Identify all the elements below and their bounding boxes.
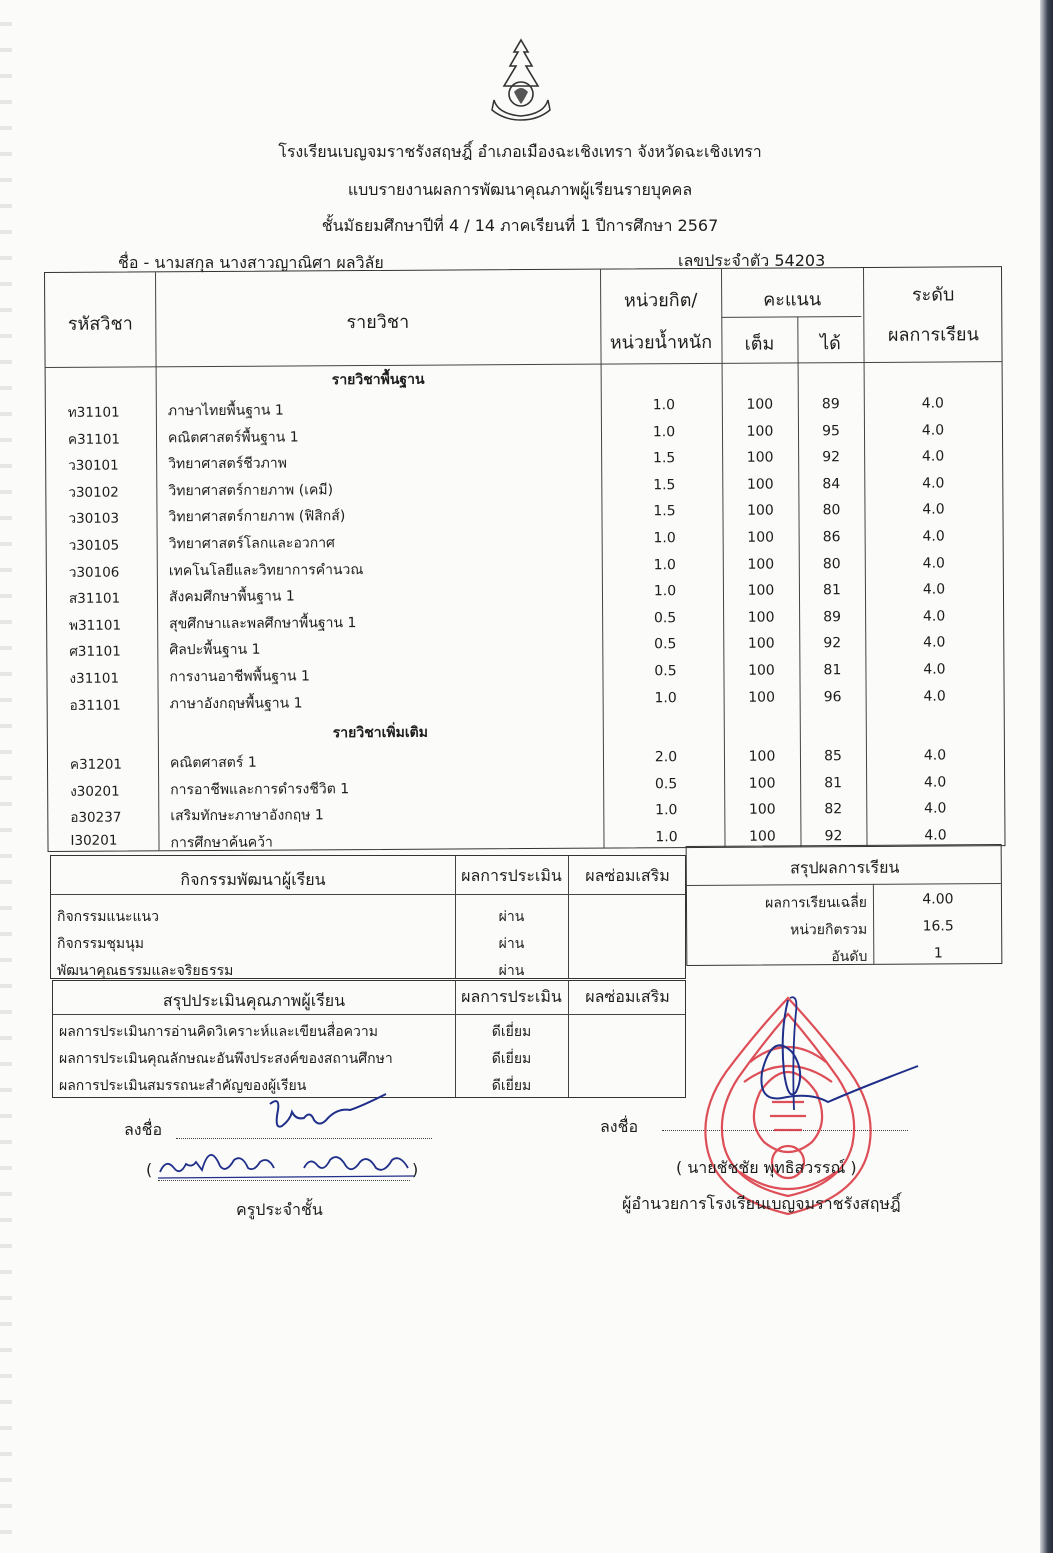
subject-name: วิทยาศาสตร์กายภาพ (ฟิสิกส์) <box>168 508 346 526</box>
subject-grade: 4.0 <box>923 747 947 764</box>
activity-name: กิจกรรมชุมนุม <box>57 936 144 952</box>
subject-grade: 4.0 <box>922 475 945 492</box>
grade-row <box>48 684 1006 716</box>
header-grade-1: ระดับ <box>911 284 955 306</box>
subject-credit: 1.0 <box>653 583 677 600</box>
quality-table <box>52 980 686 1098</box>
subject-credit: 2.0 <box>654 749 678 766</box>
subject-credit: 0.5 <box>653 609 677 627</box>
summary-label: อันดับ <box>831 948 868 966</box>
subject-code: I30201 <box>70 832 118 849</box>
quality-result: ดีเยี่ยม <box>491 1024 532 1040</box>
subject-name: การอาชีพและการดำรงชีวิต 1 <box>170 780 350 798</box>
subject-score: 86 <box>822 529 841 546</box>
activity-name: พัฒนาคุณธรรมและจริยธรรม <box>57 963 234 979</box>
subject-full-score: 100 <box>748 662 775 679</box>
subject-score: 81 <box>822 582 841 599</box>
activities-remedial-header: ผลซ่อมเสริม <box>585 866 670 885</box>
subject-credit: 0.5 <box>654 636 677 653</box>
report-title: แบบรายงานผลการพัฒนาคุณภาพผู้เรียนรายบุคคล <box>347 180 693 199</box>
subject-grade: 4.0 <box>923 661 946 678</box>
subject-full-score: 100 <box>747 529 775 546</box>
subject-score: 80 <box>822 555 841 572</box>
subject-code: ว30106 <box>68 564 120 581</box>
teacher-role: ครูประจำชั้น <box>236 1200 323 1219</box>
subject-code: ศ31101 <box>69 643 121 661</box>
subject-code: ง31101 <box>69 670 120 687</box>
subject-credit: 1.5 <box>653 476 676 494</box>
quality-criterion: ผลการประเมินคุณลักษณะอันพึงประสงค์ของสถานศึกษา <box>59 1051 393 1067</box>
subject-full-score: 100 <box>748 775 776 792</box>
subject-grade: 4.0 <box>921 448 945 465</box>
header-score: คะแนน <box>763 289 822 311</box>
subject-score: 95 <box>822 422 840 439</box>
subject-full-score: 100 <box>746 476 774 493</box>
subject-code: ว30105 <box>68 537 120 554</box>
subject-code: พ31101 <box>69 617 122 634</box>
summary-value: 16.5 <box>922 918 954 935</box>
activity-result: ผ่าน <box>498 909 525 925</box>
subject-code: อ30237 <box>70 809 122 827</box>
subject-credit: 0.5 <box>654 775 678 792</box>
summary-label: ผลการเรียนเฉลี่ย <box>765 894 868 912</box>
subject-score: 89 <box>823 608 842 626</box>
teacher-sign-label: ลงชื่อ <box>124 1120 163 1139</box>
header-full: เต็ม <box>744 333 775 355</box>
quality-result-header: ผลการประเมิน <box>461 987 562 1006</box>
teacher-name-close: ) <box>412 1160 419 1179</box>
subject-grade: 4.0 <box>922 528 945 545</box>
subject-full-score: 100 <box>748 748 776 765</box>
subject-grade: 4.0 <box>922 555 945 572</box>
grades-table <box>44 266 1006 852</box>
teacher-name-open: ( <box>146 1160 153 1179</box>
subject-name: สังคมศึกษาพื้นฐาน 1 <box>168 588 295 606</box>
subject-code: ว30102 <box>68 484 119 501</box>
subject-credit: 1.0 <box>653 530 676 547</box>
subject-full-score: 100 <box>748 689 776 706</box>
subject-grade: 4.0 <box>921 395 944 412</box>
summary-header: สรุปผลการเรียน <box>790 857 900 878</box>
subject-full-score: 100 <box>747 635 775 653</box>
header-credit-2: หน่วยน้ำหนัก <box>609 331 713 354</box>
subject-credit: 1.0 <box>653 556 676 573</box>
subject-score: 89 <box>821 396 840 413</box>
activity-result: ผ่าน <box>498 963 525 979</box>
subject-grade: 4.0 <box>923 774 947 791</box>
director-sign-label: ลงชื่อ <box>600 1117 639 1136</box>
section-basic: รายวิชาพื้นฐาน <box>331 371 425 389</box>
subject-credit: 0.5 <box>654 663 677 680</box>
subject-grade: 4.0 <box>924 800 947 817</box>
subject-full-score: 100 <box>746 423 774 440</box>
activities-result-header: ผลการประเมิน <box>461 866 562 885</box>
quality-header: สรุปประเมินคุณภาพผู้เรียน <box>162 991 346 1010</box>
subject-full-score: 100 <box>749 828 776 845</box>
quality-criterion: ผลการประเมินการอ่านคิดวิเคราะห์และเขียนสื่อความ <box>59 1024 378 1040</box>
subject-name: วิทยาศาสตร์กายภาพ (เคมี) <box>168 482 334 500</box>
subject-code: ส31101 <box>68 590 121 608</box>
director-signature-icon <box>740 992 922 1120</box>
activity-name: กิจกรรมแนะแนว <box>57 909 159 925</box>
subject-credit: 1.0 <box>654 689 677 706</box>
summary-table <box>686 844 1003 966</box>
summary-label: หน่วยกิตรวม <box>790 921 868 939</box>
subject-score: 81 <box>824 774 843 791</box>
student-name: ชื่อ - นามสกุล นางสาวญาณิศา ผลวิลัย <box>118 253 384 272</box>
subject-full-score: 100 <box>747 502 774 520</box>
subject-name: เสริมทักษะภาษาอังกฤษ 1 <box>170 807 324 825</box>
subject-grade: 4.0 <box>924 827 947 844</box>
subject-credit: 1.0 <box>655 802 678 819</box>
subject-score: 92 <box>824 827 843 845</box>
header-got: ได้ <box>820 333 841 355</box>
subject-code: ค31101 <box>67 431 121 448</box>
school-crest-icon <box>488 38 554 122</box>
subject-full-score: 100 <box>746 449 774 466</box>
subject-name: วิทยาศาสตร์ชีวภาพ <box>168 455 287 473</box>
subject-name: ศิลปะพื้นฐาน 1 <box>169 642 261 659</box>
subject-grade: 4.0 <box>921 422 945 439</box>
subject-score: 82 <box>824 801 843 818</box>
school-name: โรงเรียนเบญจมราชรังสฤษฎิ์ อำเภอเมืองฉะเชิงเทรา จังหวัดฉะเชิงเทรา <box>278 142 762 161</box>
subject-name: การศึกษาค้นคว้า <box>170 834 273 852</box>
subject-name: การงานอาชีพพื้นฐาน 1 <box>169 668 310 686</box>
subject-code: ท31101 <box>67 404 120 421</box>
class-term: ชั้นมัธยมศึกษาปีที่ 4 / 14 ภาคเรียนที่ 1 ปีการศึกษา 2567 <box>321 216 719 235</box>
subject-score: 92 <box>823 635 842 652</box>
subject-credit: 1.0 <box>655 828 678 846</box>
header-subject: รายวิชา <box>346 311 410 334</box>
section-extra: รายวิชาเพิ่มเติม <box>332 724 428 742</box>
teacher-handwritten-name-icon <box>156 1138 418 1184</box>
subject-full-score: 100 <box>747 609 775 626</box>
subject-score: 96 <box>823 688 842 705</box>
subject-code: อ31101 <box>69 697 121 714</box>
header-grade-2: ผลการเรียน <box>887 324 979 346</box>
subject-grade: 4.0 <box>922 581 946 598</box>
subject-credit: 1.5 <box>653 503 676 520</box>
subject-score: 92 <box>822 449 841 466</box>
quality-criterion: ผลการประเมินสมรรถนะสำคัญของผู้เรียน <box>59 1078 307 1094</box>
quality-result: ดีเยี่ยม <box>491 1051 532 1067</box>
summary-value: 4.00 <box>922 891 954 908</box>
teacher-signature-icon <box>262 1090 392 1142</box>
subject-score: 81 <box>823 662 842 679</box>
subject-code: ง30201 <box>70 783 120 800</box>
subject-name: คณิตศาสตร์ 1 <box>169 754 257 772</box>
subject-full-score: 100 <box>747 582 775 599</box>
subject-code: ว30101 <box>68 457 119 475</box>
folder-edge <box>1040 0 1053 1553</box>
quality-remedial-header: ผลซ่อมเสริม <box>585 987 670 1006</box>
subject-name: วิทยาศาสตร์โลกและอวกาศ <box>168 535 335 553</box>
subject-full-score: 100 <box>747 556 775 573</box>
subject-grade: 4.0 <box>923 634 946 652</box>
subject-name: สุขศึกษาและพลศึกษาพื้นฐาน 1 <box>169 614 357 633</box>
subject-grade: 4.0 <box>922 501 945 519</box>
activities-header: กิจกรรมพัฒนาผู้เรียน <box>180 870 326 889</box>
subject-code: ว30103 <box>68 510 120 528</box>
subject-credit: 1.5 <box>652 450 676 467</box>
subject-credit: 1.0 <box>652 423 676 440</box>
subject-name: คณิตศาสตร์พื้นฐาน 1 <box>167 429 299 446</box>
subject-full-score: 100 <box>746 396 774 413</box>
subject-grade: 4.0 <box>922 608 946 625</box>
subject-name: ภาษาไทยพื้นฐาน 1 <box>167 402 284 420</box>
subject-score: 84 <box>822 475 841 493</box>
quality-result: ดีเยี่ยม <box>491 1078 532 1094</box>
subject-grade: 4.0 <box>923 688 946 705</box>
activity-result: ผ่าน <box>498 936 525 952</box>
subject-name: ภาษาอังกฤษพื้นฐาน 1 <box>169 695 303 712</box>
subject-full-score: 100 <box>748 801 776 818</box>
header-code: รหัสวิชา <box>67 313 133 335</box>
summary-value: 1 <box>933 945 943 962</box>
header-credit-1: หน่วยกิต/ <box>623 290 698 312</box>
director-name: ( นายชัชชัย พุทธิสวรรณ์ ) <box>676 1158 857 1177</box>
subject-score: 80 <box>822 502 841 519</box>
subject-code: ค31201 <box>69 756 123 773</box>
director-role: ผู้อำนวยการโรงเรียนเบญจมราชรังสฤษฎิ์ <box>622 1194 901 1213</box>
subject-name: เทคโนโลยีและวิทยาการคำนวณ <box>168 561 364 579</box>
activities-table <box>50 855 686 979</box>
subject-score: 85 <box>824 748 842 765</box>
student-id: เลขประจำตัว 54203 <box>678 251 826 270</box>
subject-credit: 1.0 <box>652 397 675 414</box>
